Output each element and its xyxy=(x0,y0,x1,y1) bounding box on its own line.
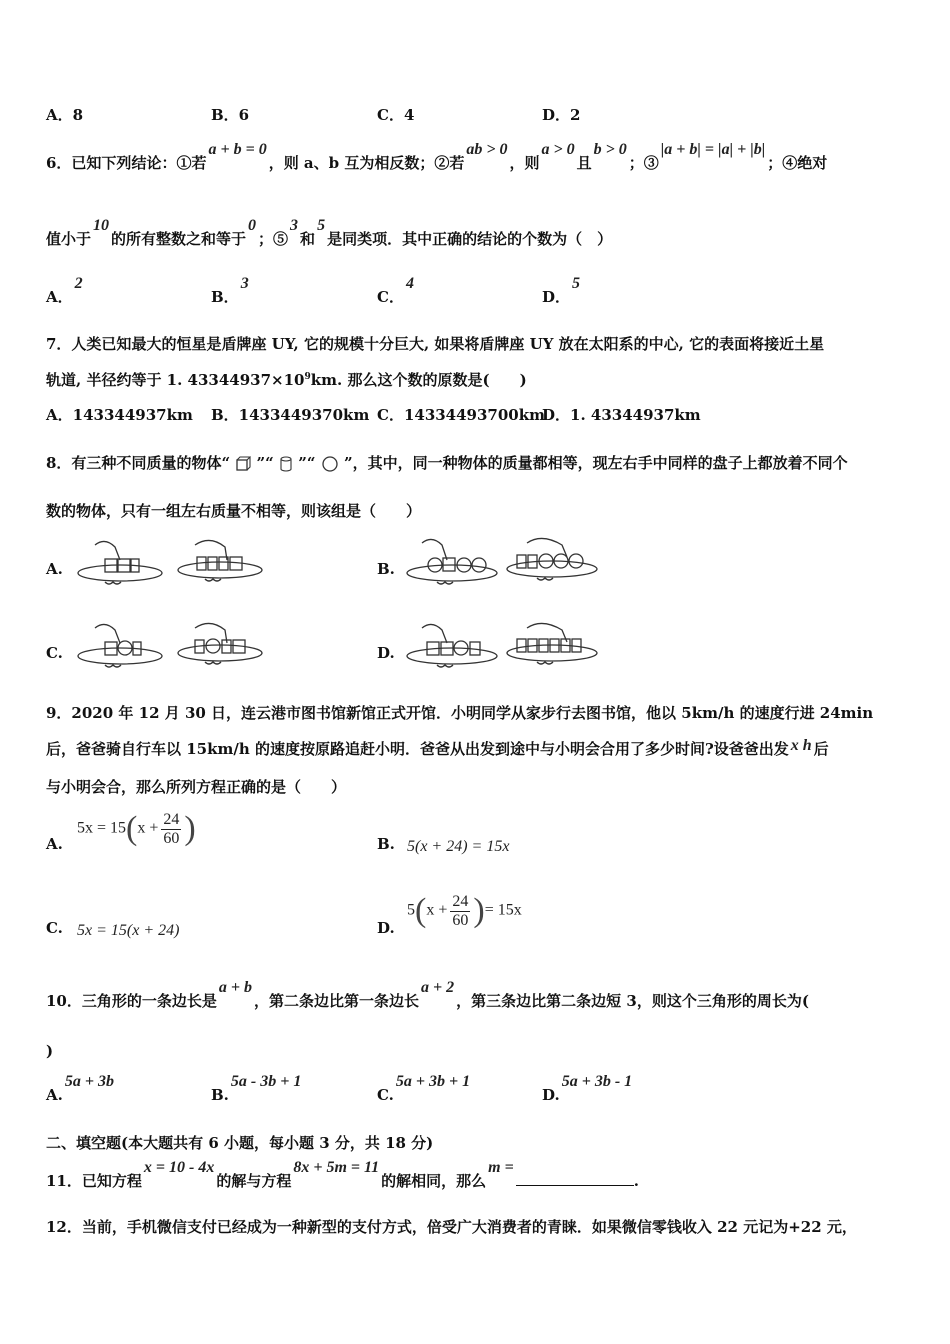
q5-option-c: C．4 xyxy=(377,106,415,124)
q9-line1: 9．2020 年 12 月 30 日，连云港市图书馆新馆正式开馆．小明同学从家步行去图书馆，他以 5km/h 的速度行进 24min xyxy=(46,704,874,722)
q7-line2: 轨道, 半径约等于 1. $43344937\times 10^9km$. 那么这个数的原数是( ) xyxy=(46,371,527,389)
q8-option-b-label: B. xyxy=(377,560,395,578)
q8-option-d-label: D. xyxy=(377,644,395,662)
q5-option-b: B．6 xyxy=(211,106,250,124)
cylinder-icon xyxy=(279,456,293,472)
q8-option-b-figure xyxy=(402,533,602,595)
section-fill-in-blank-title: 二、填空题(本大题共有 6 小题，每小题 3 分，共 18 分) xyxy=(46,1134,434,1152)
q8-option-d-figure xyxy=(402,618,602,678)
q9-option-a-equation: 5x = 15(x + $\frac{24}{60}$ ) xyxy=(77,810,196,847)
q10-option-a: A.5a + 3b xyxy=(46,1073,114,1104)
q7-option-d: D．1. 43344937km xyxy=(542,406,701,424)
q10-line2: ) xyxy=(46,1042,54,1060)
q5-option-d: D．2 xyxy=(542,106,581,124)
q6-option-a: A．2 xyxy=(46,275,83,306)
q7-option-b: B．1433449370km xyxy=(211,406,370,424)
q6-option-d: D．5 xyxy=(542,275,581,306)
q9-option-d-label: D. xyxy=(377,919,395,937)
q10-option-c: C.5a + 3b + 1 xyxy=(377,1073,471,1104)
q9-option-b-label: B. xyxy=(377,835,395,853)
q10-line1: 10．三角形的一条边长是a + b，第二条边比第一条边长a + 2，第三条边比第二条边短 3，则这个三角形的周长为( xyxy=(46,979,809,1010)
sphere-icon xyxy=(321,455,339,473)
q9-option-c-label: C. xyxy=(46,919,63,937)
q12-line1: 12．当前，手机微信支付已经成为一种新型的支付方式，倍受广大消费者的青睐．如果微信零钱收入 22 元记为+22 元， xyxy=(46,1218,857,1236)
cube-icon xyxy=(235,456,251,472)
q7-option-a: A．143344937km xyxy=(46,406,193,424)
answer-blank[interactable] xyxy=(516,1171,634,1186)
q9-line2: 后，爸爸骑自行车以 15km/h 的速度按原路追赶小明．爸爸从出发到途中与小明会合用了多少时间?设爸爸出发 x h 后 xyxy=(46,737,829,758)
q6-option-c: C．4 xyxy=(377,275,414,306)
q8-line1: 8．有三种不同质量的物体“ ”“ ”“ ”，其中，同一种物体的质量都相等，现左右手中同样的盘子上都放着不同个 xyxy=(46,454,848,472)
q11: 11．已知方程x = 10 - 4x的解与方程8x + 5m = 11的解相同，那么m =. xyxy=(46,1159,639,1190)
q9-option-c-equation: 5x = 15(x + 24) xyxy=(77,922,180,939)
q10-option-b: B.5a - 3b + 1 xyxy=(211,1073,302,1104)
q6-option-b: B．3 xyxy=(211,275,249,306)
q7-line1: 7．人类已知最大的恒星是盾牌座 UY, 它的规模十分巨大, 如果将盾牌座 UY 放在太阳系的中心, 它的表面将接近土星 xyxy=(46,335,825,353)
q6-line1: 6．已知下列结论：①若a + b = 0，则 a、b 互为相反数；②若ab > 0，则a > 0且b > 0；③|a + b| = |a| + |b|；④绝对 xyxy=(46,141,828,172)
q8-option-a-label: A. xyxy=(46,560,63,578)
q6-line2: 值小于10的所有整数之和等于0；⑤3和5是同类项．其中正确的结论的个数为（ ） xyxy=(46,217,613,248)
q8-line2: 数的物体，只有一组左右质量不相等，则该组是（ ） xyxy=(46,502,422,520)
q9-line3: 与小明会合，那么所列方程正确的是（ ） xyxy=(46,778,347,796)
q9-option-b-equation: 5(x + 24) = 15x xyxy=(407,838,510,855)
q8-option-c-figure xyxy=(75,618,270,678)
q10-option-d: D.5a + 3b - 1 xyxy=(542,1073,633,1104)
q8-option-a-figure xyxy=(75,535,270,595)
q9-option-a-label: A. xyxy=(46,835,63,853)
q5-option-a: A．8 xyxy=(46,106,84,124)
q8-option-c-label: C. xyxy=(46,644,63,662)
q9-option-d-equation: 5(x + $\frac{24}{60}$ )= 15x xyxy=(407,892,522,929)
q7-option-c: C．14334493700km xyxy=(377,406,546,424)
